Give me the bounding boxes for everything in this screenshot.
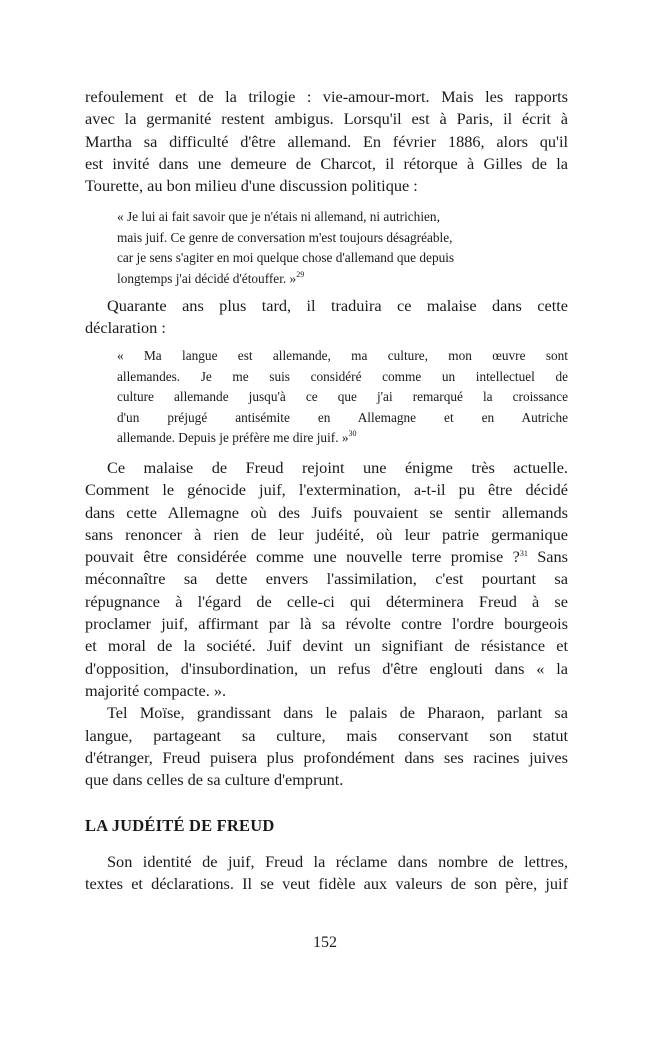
block-quote-2 bbox=[117, 346, 568, 449]
line-text: pouvait être considérée comme une nouvelle terre promise ? bbox=[85, 547, 520, 567]
text-line bbox=[85, 725, 568, 747]
text-line bbox=[117, 269, 568, 290]
line-text: Son identité de juif, Freud la réclame dans nombre de lettres, bbox=[107, 852, 568, 871]
footnote-ref: 31 bbox=[519, 549, 528, 559]
line-text: longtemps j'ai décidé d'étouffer. » bbox=[117, 270, 297, 286]
text-line bbox=[117, 346, 568, 367]
line-text: proclamer juif, affirmant par là sa révolte contre l'ordre bourgeois bbox=[85, 614, 568, 634]
line-text: majorité compacte. ». bbox=[85, 680, 227, 700]
paragraph-1 bbox=[85, 86, 568, 197]
text-line bbox=[85, 769, 568, 791]
text-line bbox=[85, 568, 568, 590]
page-number: 152 bbox=[313, 934, 337, 951]
footnote-ref: 30 bbox=[348, 429, 357, 438]
line-text: avec la germanité restent ambigus. Lorsqu'il est à Paris, il écrit à bbox=[85, 109, 568, 129]
text-line bbox=[117, 408, 568, 429]
text-line bbox=[117, 387, 568, 408]
line-text: méconnaître sa dette envers l'assimilation, c'est pourtant sa bbox=[85, 569, 568, 589]
text-line bbox=[85, 295, 568, 317]
text-line bbox=[85, 153, 568, 175]
text-line bbox=[85, 457, 568, 479]
text-line bbox=[85, 658, 568, 680]
text-line bbox=[85, 175, 568, 197]
text-line bbox=[85, 851, 568, 873]
line-text: et moral de la société. Juif devint un signifiant de résistance et bbox=[85, 636, 568, 656]
text-line bbox=[117, 228, 568, 249]
text-line bbox=[117, 207, 568, 228]
line-text: culture allemande jusqu'à ce que j'ai remarqué la croissance bbox=[117, 389, 568, 404]
line-text: refoulement et de la trilogie : vie-amour-mort. Mais les rapports bbox=[85, 87, 568, 106]
text-line bbox=[85, 613, 568, 635]
text-line bbox=[85, 317, 568, 339]
line-text: Tourette, au bon milieu d'une discussion politique : bbox=[85, 176, 418, 196]
text-line bbox=[117, 367, 568, 388]
line-text: Ce malaise de Freud rejoint une énigme très actuelle. bbox=[107, 458, 568, 477]
line-text: mais juif. Ce genre de conversation m'est toujours désagréable, bbox=[117, 229, 453, 245]
paragraph-4 bbox=[85, 851, 568, 896]
line-text: langue, partageant sa culture, mais conservant son statut bbox=[85, 725, 568, 745]
line-text: allemande. Depuis je préfère me dire juif. » bbox=[117, 430, 349, 445]
line-text: sans renoncer à rien de leur judéité, où leur patrie germanique bbox=[85, 524, 568, 544]
text-line bbox=[85, 108, 568, 130]
paragraph-3 bbox=[85, 457, 568, 791]
text-line bbox=[85, 131, 568, 153]
line-text: que dans celles de sa culture d'emprunt. bbox=[85, 770, 344, 790]
line-text: Tel Moïse, grandissant dans le palais de Pharaon, parlant sa bbox=[107, 703, 568, 723]
text-line bbox=[85, 86, 568, 108]
section-heading: LA JUDÉITÉ DE FREUD bbox=[85, 816, 275, 835]
line-text: d'étranger, Freud puisera plus profondément dans ses racines juives bbox=[85, 747, 568, 767]
line-text: Quarante ans plus tard, il traduira ce malaise dans cette bbox=[107, 296, 568, 315]
line-text: allemandes. Je me suis considéré comme un intellectuel de bbox=[117, 368, 568, 384]
text-line bbox=[85, 873, 568, 895]
line-text: est invité dans une demeure de Charcot, il rétorque à Gilles de la bbox=[85, 153, 568, 173]
line-text: « Ma langue est allemande, ma culture, mon œuvre sont bbox=[117, 348, 568, 363]
line-text: textes et déclarations. Il se veut fidèle aux valeurs de son père, juif bbox=[85, 874, 568, 894]
line-text: d'opposition, d'insubordination, un refus d'être englouti dans « la bbox=[85, 658, 568, 678]
footnote-ref: 29 bbox=[296, 269, 305, 279]
line-text: Comment le génocide juif, l'extermination, a-t-il pu être décidé bbox=[85, 480, 568, 500]
text-line bbox=[85, 546, 568, 568]
line-text: déclaration : bbox=[85, 318, 166, 338]
block-quote-1 bbox=[117, 207, 568, 289]
text-line bbox=[85, 680, 568, 702]
text-line bbox=[85, 502, 568, 524]
line-text: répugnance à l'égard de celle-ci qui déterminera Freud à se bbox=[85, 591, 568, 611]
text-line bbox=[85, 524, 568, 546]
line-text: d'un préjugé antisémite en Allemagne et en Autriche bbox=[117, 409, 568, 425]
text-line bbox=[85, 591, 568, 613]
text-line bbox=[85, 702, 568, 724]
text-line bbox=[117, 428, 568, 449]
line-text: dans cette Allemagne où des Juifs pouvaient se sentir allemands bbox=[85, 502, 568, 522]
text-line bbox=[85, 479, 568, 501]
text-line bbox=[85, 635, 568, 657]
text-line bbox=[117, 248, 568, 269]
line-text-tail: Sans bbox=[527, 547, 568, 567]
line-text: « Je lui ai fait savoir que je n'étais ni allemand, ni autrichien, bbox=[117, 209, 440, 224]
paragraph-2 bbox=[85, 295, 568, 340]
text-line bbox=[85, 747, 568, 769]
line-text: Martha sa difficulté d'être allemand. En février 1886, alors qu'il bbox=[85, 131, 568, 151]
line-text: car je sens s'agiter en moi quelque chose d'allemand que depuis bbox=[117, 250, 455, 265]
